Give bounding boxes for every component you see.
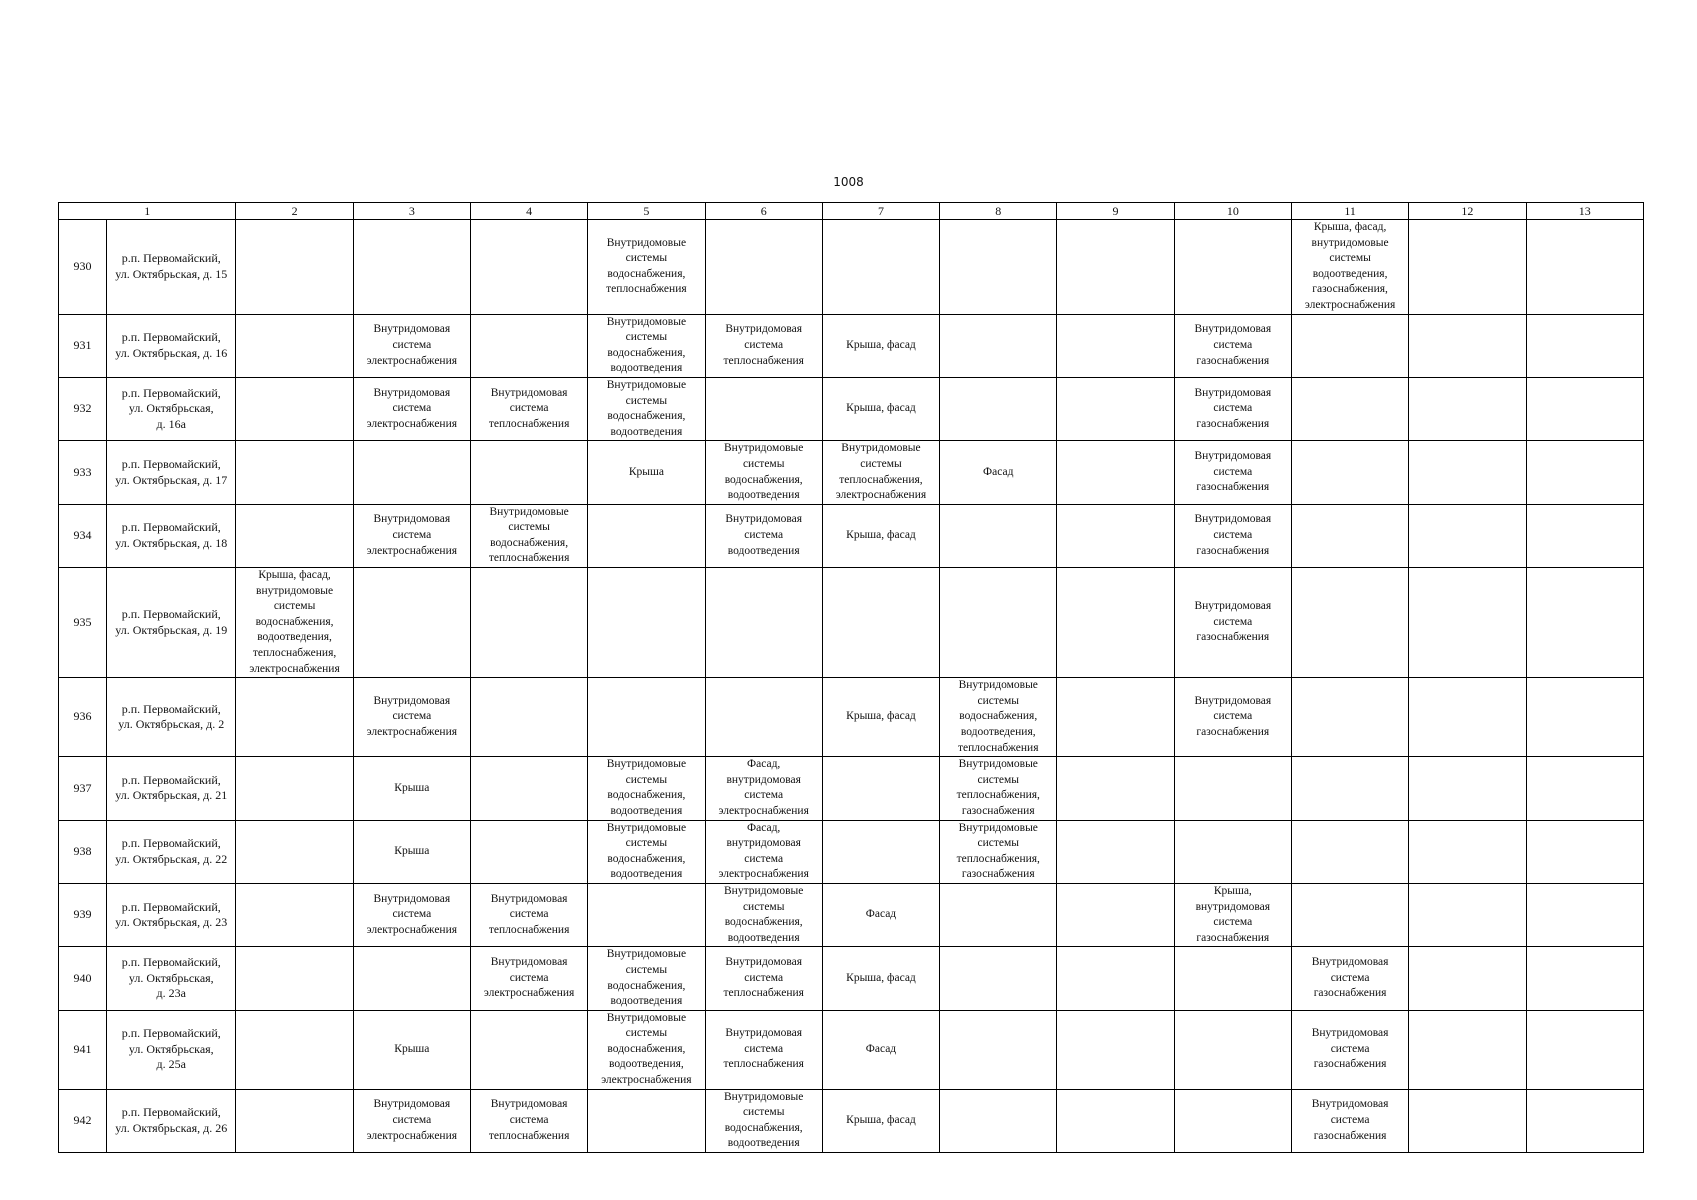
address-cell: р.п. Первомайский, ул. Октябрьская, д. 15 xyxy=(107,220,236,315)
row-number: 940 xyxy=(59,947,107,1010)
address-cell: р.п. Первомайский, ул. Октябрьская, д. 22 xyxy=(107,820,236,883)
work-cell-col-9 xyxy=(1057,377,1174,440)
row-number: 930 xyxy=(59,220,107,315)
work-cell-col-8 xyxy=(940,220,1057,315)
work-cell-col-8 xyxy=(940,947,1057,1010)
work-cell-col-9 xyxy=(1057,947,1174,1010)
work-cell-col-13 xyxy=(1526,314,1643,377)
column-header-8: 8 xyxy=(940,203,1057,220)
row-number: 932 xyxy=(59,377,107,440)
work-cell-col-8 xyxy=(940,1010,1057,1089)
row-number: 936 xyxy=(59,678,107,757)
work-cell-col-6: Фасад, внутридомовая система электроснабжения xyxy=(705,757,822,820)
work-cell-col-3: Крыша xyxy=(353,1010,470,1089)
column-header-13: 13 xyxy=(1526,203,1643,220)
address-cell: р.п. Первомайский, ул. Октябрьская, д. 16а xyxy=(107,377,236,440)
work-cell-col-8 xyxy=(940,568,1057,678)
work-cell-col-8: Внутридомовые системы теплоснабжения, газоснабжения xyxy=(940,757,1057,820)
work-cell-col-7: Крыша, фасад xyxy=(822,1089,939,1152)
row-number: 933 xyxy=(59,441,107,504)
column-header-1: 1 xyxy=(59,203,236,220)
work-cell-col-2 xyxy=(236,504,353,567)
work-cell-col-2: Крыша, фасад, внутридомовые системы водоснабжения, водоотведения, теплоснабжения, электроснабжения xyxy=(236,568,353,678)
table-row xyxy=(59,1089,1644,1152)
work-cell-col-10: Крыша, внутридомовая система газоснабжения xyxy=(1174,883,1291,946)
work-cell-col-9 xyxy=(1057,568,1174,678)
work-cell-col-6: Внутридомовая система теплоснабжения xyxy=(705,314,822,377)
work-cell-col-9 xyxy=(1057,504,1174,567)
work-cell-col-10 xyxy=(1174,820,1291,883)
work-cell-col-5: Внутридомовые системы водоснабжения, водоотведения xyxy=(588,757,705,820)
work-cell-col-6 xyxy=(705,678,822,757)
work-cell-col-7: Крыша, фасад xyxy=(822,377,939,440)
work-cell-col-2 xyxy=(236,220,353,315)
work-cell-col-13 xyxy=(1526,441,1643,504)
work-cell-col-3: Внутридомовая система электроснабжения xyxy=(353,314,470,377)
work-cell-col-10: Внутридомовая система газоснабжения xyxy=(1174,504,1291,567)
work-cell-col-13 xyxy=(1526,220,1643,315)
row-number: 942 xyxy=(59,1089,107,1152)
work-cell-col-6 xyxy=(705,220,822,315)
table-row xyxy=(59,441,1644,504)
work-cell-col-11: Внутридомовая система газоснабжения xyxy=(1291,1010,1408,1089)
work-cell-col-2 xyxy=(236,757,353,820)
work-cell-col-13 xyxy=(1526,678,1643,757)
work-cell-col-11 xyxy=(1291,820,1408,883)
work-cell-col-4 xyxy=(470,678,587,757)
column-header-6: 6 xyxy=(705,203,822,220)
work-cell-col-12 xyxy=(1409,1010,1526,1089)
work-cell-col-4 xyxy=(470,568,587,678)
column-header-9: 9 xyxy=(1057,203,1174,220)
work-cell-col-9 xyxy=(1057,1010,1174,1089)
work-cell-col-12 xyxy=(1409,314,1526,377)
work-cell-col-13 xyxy=(1526,568,1643,678)
column-header-10: 10 xyxy=(1174,203,1291,220)
work-cell-col-5 xyxy=(588,883,705,946)
row-number: 931 xyxy=(59,314,107,377)
work-cell-col-13 xyxy=(1526,947,1643,1010)
work-cell-col-10 xyxy=(1174,757,1291,820)
work-cell-col-12 xyxy=(1409,220,1526,315)
work-cell-col-3 xyxy=(353,568,470,678)
work-cell-col-9 xyxy=(1057,820,1174,883)
work-cell-col-9 xyxy=(1057,757,1174,820)
work-cell-col-8: Внутридомовые системы теплоснабжения, газоснабжения xyxy=(940,820,1057,883)
work-cell-col-2 xyxy=(236,820,353,883)
row-number: 935 xyxy=(59,568,107,678)
work-cell-col-7: Крыша, фасад xyxy=(822,678,939,757)
column-header-12: 12 xyxy=(1409,203,1526,220)
work-cell-col-7: Фасад xyxy=(822,883,939,946)
work-cell-col-5 xyxy=(588,568,705,678)
work-cell-col-9 xyxy=(1057,220,1174,315)
work-cell-col-12 xyxy=(1409,757,1526,820)
row-number: 938 xyxy=(59,820,107,883)
work-cell-col-10 xyxy=(1174,220,1291,315)
row-number: 941 xyxy=(59,1010,107,1089)
work-cell-col-5 xyxy=(588,678,705,757)
address-cell: р.п. Первомайский, ул. Октябрьская, д. 25а xyxy=(107,1010,236,1089)
work-cell-col-8: Фасад xyxy=(940,441,1057,504)
work-cell-col-8 xyxy=(940,314,1057,377)
work-cell-col-6: Внутридомовая система теплоснабжения xyxy=(705,947,822,1010)
column-number-header xyxy=(59,203,1644,220)
row-number: 934 xyxy=(59,504,107,567)
column-header-5: 5 xyxy=(588,203,705,220)
work-cell-col-2 xyxy=(236,314,353,377)
work-cell-col-7 xyxy=(822,820,939,883)
work-cell-col-12 xyxy=(1409,441,1526,504)
address-cell: р.п. Первомайский, ул. Октябрьская, д. 16 xyxy=(107,314,236,377)
work-cell-col-3: Внутридомовая система электроснабжения xyxy=(353,377,470,440)
work-cell-col-9 xyxy=(1057,678,1174,757)
work-cell-col-9 xyxy=(1057,314,1174,377)
work-cell-col-7 xyxy=(822,568,939,678)
work-cell-col-7: Крыша, фасад xyxy=(822,314,939,377)
work-cell-col-3: Внутридомовая система электроснабжения xyxy=(353,883,470,946)
address-cell: р.п. Первомайский, ул. Октябрьская, д. 19 xyxy=(107,568,236,678)
work-cell-col-6: Внутридомовые системы водоснабжения, водоотведения xyxy=(705,441,822,504)
work-cell-col-12 xyxy=(1409,883,1526,946)
work-cell-col-7 xyxy=(822,757,939,820)
work-cell-col-11 xyxy=(1291,377,1408,440)
work-cell-col-13 xyxy=(1526,1089,1643,1152)
work-cell-col-7: Внутридомовые системы теплоснабжения, электроснабжения xyxy=(822,441,939,504)
table-row xyxy=(59,820,1644,883)
work-cell-col-11 xyxy=(1291,568,1408,678)
column-header-7: 7 xyxy=(822,203,939,220)
row-number: 937 xyxy=(59,757,107,820)
repair-schedule-table xyxy=(58,202,1644,1153)
work-cell-col-8: Внутридомовые системы водоснабжения, водоотведения, теплоснабжения xyxy=(940,678,1057,757)
work-cell-col-3: Внутридомовая система электроснабжения xyxy=(353,504,470,567)
work-cell-col-5: Внутридомовые системы водоснабжения, водоотведения xyxy=(588,314,705,377)
work-cell-col-8 xyxy=(940,1089,1057,1152)
work-cell-col-10 xyxy=(1174,1010,1291,1089)
work-cell-col-6: Внутридомовая система водоотведения xyxy=(705,504,822,567)
work-cell-col-5: Внутридомовые системы водоснабжения, водоотведения xyxy=(588,820,705,883)
work-cell-col-10 xyxy=(1174,947,1291,1010)
work-cell-col-10: Внутридомовая система газоснабжения xyxy=(1174,568,1291,678)
work-cell-col-3 xyxy=(353,441,470,504)
address-cell: р.п. Первомайский, ул. Октябрьская, д. 26 xyxy=(107,1089,236,1152)
column-header-2: 2 xyxy=(236,203,353,220)
column-header-4: 4 xyxy=(470,203,587,220)
work-cell-col-9 xyxy=(1057,1089,1174,1152)
work-cell-col-10: Внутридомовая система газоснабжения xyxy=(1174,441,1291,504)
work-cell-col-5: Крыша xyxy=(588,441,705,504)
work-cell-col-5: Внутридомовые системы водоснабжения, водоотведения xyxy=(588,377,705,440)
work-cell-col-12 xyxy=(1409,504,1526,567)
work-cell-col-4: Внутридомовая система теплоснабжения xyxy=(470,883,587,946)
work-cell-col-13 xyxy=(1526,1010,1643,1089)
work-cell-col-5 xyxy=(588,504,705,567)
table-row xyxy=(59,678,1644,757)
column-header-3: 3 xyxy=(353,203,470,220)
work-cell-col-2 xyxy=(236,883,353,946)
work-cell-col-3 xyxy=(353,947,470,1010)
work-cell-col-8 xyxy=(940,377,1057,440)
work-cell-col-5: Внутридомовые системы водоснабжения, водоотведения, электроснабжения xyxy=(588,1010,705,1089)
work-cell-col-3: Внутридомовая система электроснабжения xyxy=(353,1089,470,1152)
table-row xyxy=(59,883,1644,946)
work-cell-col-11 xyxy=(1291,883,1408,946)
work-cell-col-13 xyxy=(1526,504,1643,567)
work-cell-col-6: Фасад, внутридомовая система электроснабжения xyxy=(705,820,822,883)
work-cell-col-11 xyxy=(1291,314,1408,377)
work-cell-col-13 xyxy=(1526,757,1643,820)
work-cell-col-11 xyxy=(1291,757,1408,820)
work-cell-col-5: Внутридомовые системы водоснабжения, водоотведения xyxy=(588,947,705,1010)
address-cell: р.п. Первомайский, ул. Октябрьская, д. 23а xyxy=(107,947,236,1010)
work-cell-col-4 xyxy=(470,314,587,377)
table-row xyxy=(59,1010,1644,1089)
work-cell-col-2 xyxy=(236,678,353,757)
work-cell-col-2 xyxy=(236,1089,353,1152)
work-cell-col-2 xyxy=(236,377,353,440)
work-cell-col-4: Внутридомовая система теплоснабжения xyxy=(470,377,587,440)
column-header-11: 11 xyxy=(1291,203,1408,220)
work-cell-col-11 xyxy=(1291,678,1408,757)
work-cell-col-12 xyxy=(1409,947,1526,1010)
work-cell-col-12 xyxy=(1409,820,1526,883)
work-cell-col-11: Крыша, фасад, внутридомовые системы водоотведения, газоснабжения, электроснабжения xyxy=(1291,220,1408,315)
table-row xyxy=(59,314,1644,377)
work-cell-col-7: Крыша, фасад xyxy=(822,504,939,567)
work-cell-col-7 xyxy=(822,220,939,315)
work-cell-col-12 xyxy=(1409,377,1526,440)
work-cell-col-3: Крыша xyxy=(353,820,470,883)
work-cell-col-4 xyxy=(470,757,587,820)
work-cell-col-9 xyxy=(1057,883,1174,946)
work-cell-col-4: Внутридомовая система электроснабжения xyxy=(470,947,587,1010)
work-cell-col-4 xyxy=(470,220,587,315)
work-cell-col-13 xyxy=(1526,883,1643,946)
work-cell-col-4 xyxy=(470,441,587,504)
work-cell-col-12 xyxy=(1409,568,1526,678)
work-cell-col-4 xyxy=(470,820,587,883)
work-cell-col-2 xyxy=(236,1010,353,1089)
work-cell-col-10: Внутридомовая система газоснабжения xyxy=(1174,377,1291,440)
work-cell-col-8 xyxy=(940,504,1057,567)
work-cell-col-7: Крыша, фасад xyxy=(822,947,939,1010)
work-cell-col-3: Внутридомовая система электроснабжения xyxy=(353,678,470,757)
work-cell-col-6: Внутридомовые системы водоснабжения, водоотведения xyxy=(705,1089,822,1152)
table-body xyxy=(59,220,1644,1153)
work-cell-col-13 xyxy=(1526,377,1643,440)
work-cell-col-8 xyxy=(940,883,1057,946)
work-cell-col-7: Фасад xyxy=(822,1010,939,1089)
table-row xyxy=(59,377,1644,440)
table-row xyxy=(59,504,1644,567)
work-cell-col-11 xyxy=(1291,504,1408,567)
table-row xyxy=(59,947,1644,1010)
work-cell-col-12 xyxy=(1409,1089,1526,1152)
work-cell-col-2 xyxy=(236,947,353,1010)
work-cell-col-10 xyxy=(1174,1089,1291,1152)
row-number: 939 xyxy=(59,883,107,946)
work-cell-col-6: Внутридомовые системы водоснабжения, водоотведения xyxy=(705,883,822,946)
table-row xyxy=(59,757,1644,820)
address-cell: р.п. Первомайский, ул. Октябрьская, д. 18 xyxy=(107,504,236,567)
work-cell-col-2 xyxy=(236,441,353,504)
work-cell-col-3: Крыша xyxy=(353,757,470,820)
work-cell-col-6 xyxy=(705,568,822,678)
work-cell-col-10: Внутридомовая система газоснабжения xyxy=(1174,678,1291,757)
address-cell: р.п. Первомайский, ул. Октябрьская, д. 17 xyxy=(107,441,236,504)
page-number: 1008 xyxy=(833,175,864,189)
work-cell-col-4: Внутридомовые системы водоснабжения, теплоснабжения xyxy=(470,504,587,567)
work-cell-col-13 xyxy=(1526,820,1643,883)
address-cell: р.п. Первомайский, ул. Октябрьская, д. 2 xyxy=(107,678,236,757)
work-cell-col-11 xyxy=(1291,441,1408,504)
work-cell-col-6 xyxy=(705,377,822,440)
work-cell-col-9 xyxy=(1057,441,1174,504)
table-row xyxy=(59,568,1644,678)
work-cell-col-5 xyxy=(588,1089,705,1152)
work-cell-col-12 xyxy=(1409,678,1526,757)
work-cell-col-10: Внутридомовая система газоснабжения xyxy=(1174,314,1291,377)
work-cell-col-3 xyxy=(353,220,470,315)
address-cell: р.п. Первомайский, ул. Октябрьская, д. 21 xyxy=(107,757,236,820)
work-cell-col-11: Внутридомовая система газоснабжения xyxy=(1291,947,1408,1010)
work-cell-col-11: Внутридомовая система газоснабжения xyxy=(1291,1089,1408,1152)
work-cell-col-6: Внутридомовая система теплоснабжения xyxy=(705,1010,822,1089)
table-row xyxy=(59,220,1644,315)
work-cell-col-5: Внутридомовые системы водоснабжения, теплоснабжения xyxy=(588,220,705,315)
work-cell-col-4: Внутридомовая система теплоснабжения xyxy=(470,1089,587,1152)
address-cell: р.п. Первомайский, ул. Октябрьская, д. 23 xyxy=(107,883,236,946)
work-cell-col-4 xyxy=(470,1010,587,1089)
